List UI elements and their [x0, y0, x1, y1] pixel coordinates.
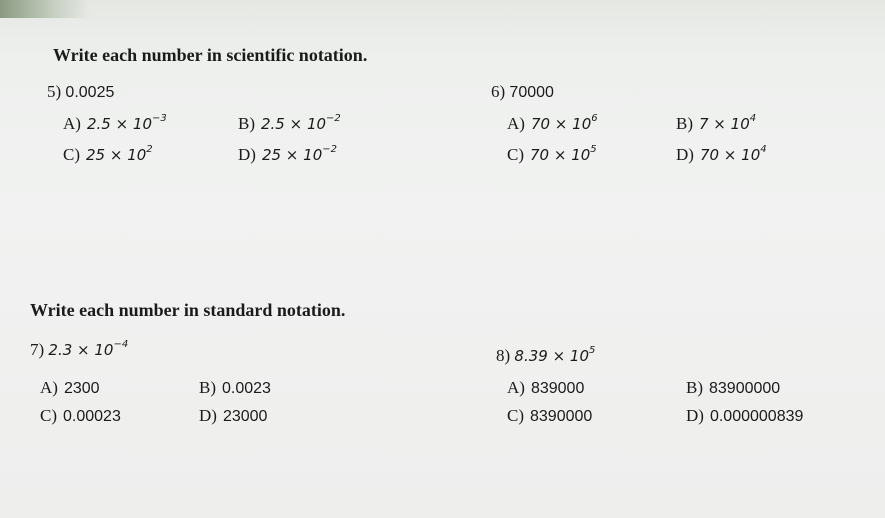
option-exp: 4: [760, 144, 767, 155]
option-label: B): [676, 114, 693, 133]
option-label: B): [199, 378, 216, 397]
question-6: [491, 82, 554, 102]
q6-option-d[interactable]: [676, 145, 767, 165]
option-label: D): [238, 145, 256, 164]
option-value: 0.00023: [63, 408, 121, 425]
q6-option-c[interactable]: [507, 145, 597, 165]
question-6-number: 6): [491, 82, 506, 101]
section1-heading: Write each number in scientific notation.: [53, 45, 368, 65]
option-label: D): [676, 145, 694, 164]
option-label: A): [507, 378, 525, 397]
question-5-value: 0.0025: [65, 84, 115, 101]
option-value: 839000: [530, 380, 585, 397]
paper-edge-shadow: [0, 0, 90, 18]
q7-option-d[interactable]: [199, 406, 267, 426]
q7-option-b[interactable]: [199, 378, 271, 398]
option-coef: 25 × 10: [261, 146, 323, 164]
q8-option-d[interactable]: [686, 406, 803, 426]
option-coef: 25 × 10: [86, 146, 147, 164]
q6-option-b[interactable]: [676, 114, 756, 134]
option-label: A): [63, 114, 81, 133]
question-7-number: 7): [30, 340, 45, 359]
question-8: [496, 346, 595, 366]
q8-option-b[interactable]: [686, 378, 780, 398]
option-exp: 4: [749, 113, 757, 124]
question-8-number: 8): [496, 346, 511, 365]
option-exp: 6: [591, 113, 598, 124]
q7-option-a[interactable]: [40, 378, 100, 398]
option-label: C): [63, 145, 80, 164]
question-7: [30, 340, 128, 360]
q8-option-c[interactable]: [507, 406, 592, 426]
section2-heading: Write each number in standard notation.: [30, 300, 346, 320]
option-label: C): [40, 406, 57, 425]
option-label: D): [686, 406, 704, 425]
q7-option-c[interactable]: [40, 406, 121, 426]
option-label: D): [199, 406, 217, 425]
option-value: 0.000000839: [709, 408, 804, 425]
option-exp: 5: [590, 144, 597, 155]
option-label: C): [507, 406, 524, 425]
option-exp: 2: [146, 144, 153, 155]
question-5-number: 5): [47, 82, 62, 101]
option-coef: 2.5 × 10: [86, 115, 152, 133]
option-exp: −2: [322, 144, 337, 155]
question-6-value: 70000: [509, 84, 554, 101]
option-label: B): [238, 114, 255, 133]
option-coef: 70 × 10: [699, 146, 761, 164]
question-5: [47, 82, 114, 102]
q6-option-a[interactable]: [507, 114, 598, 134]
option-label: A): [40, 378, 58, 397]
question-exp: 5: [589, 345, 596, 356]
option-value: 83900000: [709, 380, 781, 397]
option-label: A): [507, 114, 525, 133]
option-exp: −2: [326, 113, 341, 124]
option-value: 8390000: [530, 408, 593, 425]
option-value: 23000: [222, 408, 268, 425]
q5-option-b[interactable]: [238, 114, 341, 134]
option-value: 2300: [63, 380, 100, 397]
option-coef: 70 × 10: [530, 115, 592, 133]
question-coef: 8.39 × 10: [514, 347, 590, 365]
q8-option-a[interactable]: [507, 378, 584, 398]
option-coef: 70 × 10: [530, 146, 591, 164]
question-coef: 2.3 × 10: [48, 341, 114, 359]
question-exp: −4: [113, 339, 129, 350]
q5-option-c[interactable]: [63, 145, 153, 165]
option-exp: −3: [152, 113, 167, 124]
question-8-expression: [514, 347, 595, 365]
option-coef: 7 × 10: [699, 115, 750, 133]
option-label: C): [507, 145, 524, 164]
q5-option-a[interactable]: [63, 114, 167, 134]
question-7-expression: [48, 341, 128, 359]
option-value: 0.0023: [222, 380, 271, 397]
option-coef: 2.5 × 10: [261, 115, 327, 133]
option-label: B): [686, 378, 703, 397]
q5-option-d[interactable]: [238, 145, 337, 165]
